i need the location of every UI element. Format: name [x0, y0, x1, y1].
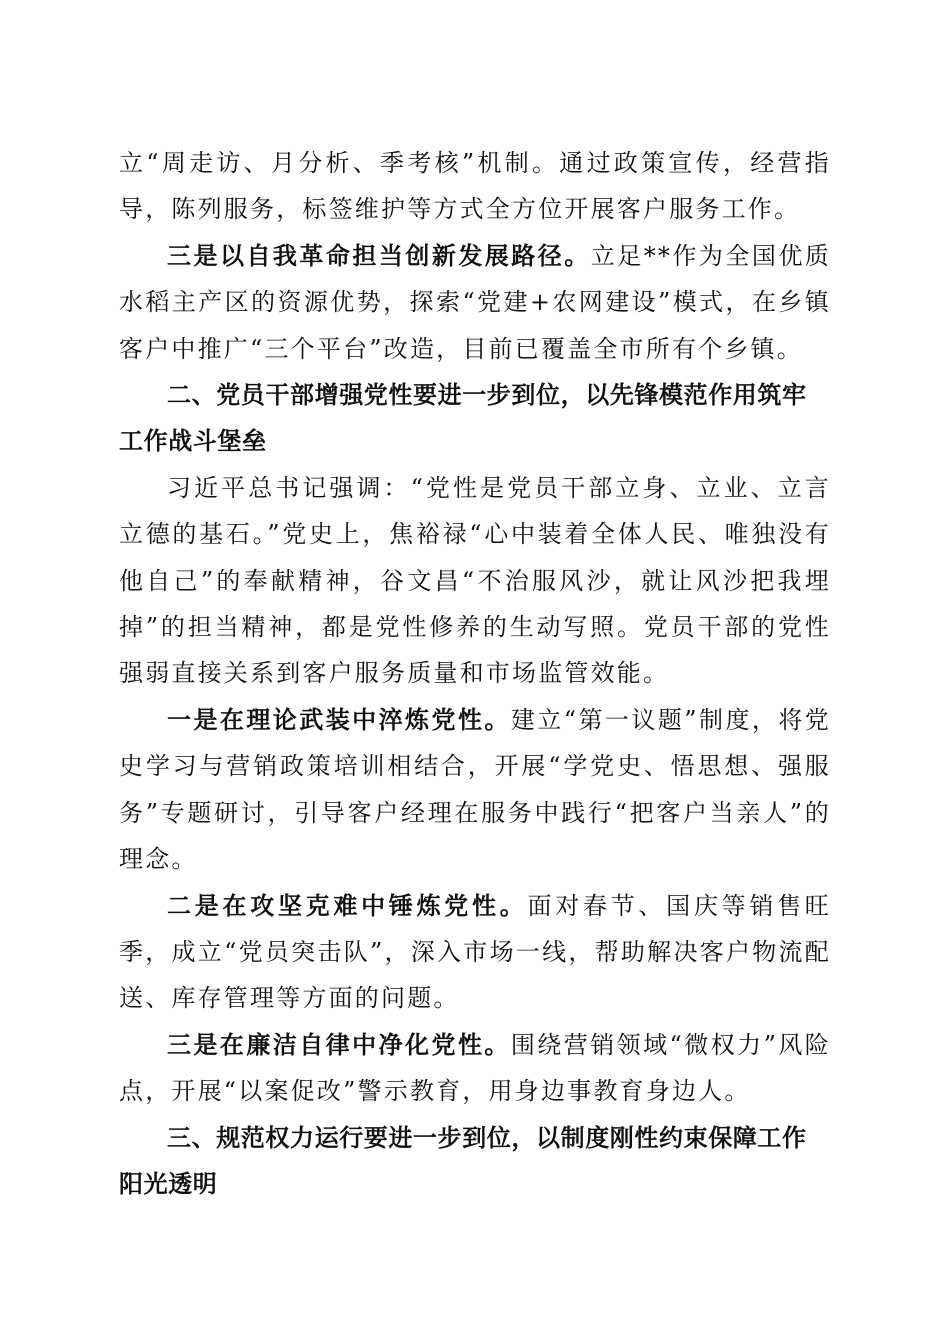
paragraph-text: 立“周走访、月分析、季考核”机制。通过政策宣传，经营指导，陈列服务，标签维护等方式全方位开展客户服务工作。 — [119, 149, 831, 224]
paragraph-lead: 一是在理论武装中淬炼党性。 — [167, 704, 511, 734]
paragraph-lead: 二是在攻坚克难中锤炼党性。 — [167, 890, 528, 920]
paragraph-tackling-difficulties — [119, 883, 831, 1022]
section-heading-3: 三、规范权力运行要进一步到位，以制度刚性约束保障工作阳光透明 — [119, 1123, 807, 1198]
paragraph-innovation-path — [119, 233, 831, 372]
paragraph-theory-armament — [119, 697, 831, 883]
paragraph-lead: 三是以自我革命担当创新发展路径。 — [167, 240, 591, 270]
paragraph-lead: 三是在廉洁自律中净化党性。 — [167, 1029, 511, 1059]
paragraph-text: 面对春节、国庆等销售旺季，成立“党员突击队”，深入市场一线，帮助解决客户物流配送、库存管理等方面的问题。 — [119, 891, 831, 1013]
paragraph-text: 围绕营销领域“微权力”风险点，开展“以案促改”警示教育，用身边事教育身边人。 — [119, 1030, 831, 1106]
paragraph-text: 建立“第一议题”制度，将党史学习与营销政策培训相结合，开展“学党史、悟思想、强服务”专题研讨，引导客户经理在服务中践行“把客户当亲人”的理念。 — [119, 705, 831, 874]
paragraph-text: 立足**作为全国优质水稻主产区的资源优势，探索“党建+农网建设”模式，在乡镇客户中推广“三个平台”改造，目前已覆盖全市所有个乡镇。 — [119, 241, 831, 363]
paragraph-integrity — [119, 1022, 831, 1115]
paragraph-text: 习近平总书记强调：“党性是党员干部立身、立业、立言立德的基石。”党史上，焦裕禄“心中装着全体人民、唯独没有他自己”的奉献精神，谷文昌“不治服风沙，就让风沙把我埋掉”的担当精神，都是党性修养的生动写照。党员干部的党性强弱直接关系到客户服务质量和市场监管效能。 — [119, 473, 831, 688]
document-body — [119, 140, 831, 1207]
paragraph-continued — [119, 140, 831, 233]
paragraph-party-spirit-quote — [119, 465, 831, 697]
section-heading-2: 二、党员干部增强党性要进一步到位，以先锋模范作用筑牢工作战斗堡垒 — [119, 381, 807, 456]
